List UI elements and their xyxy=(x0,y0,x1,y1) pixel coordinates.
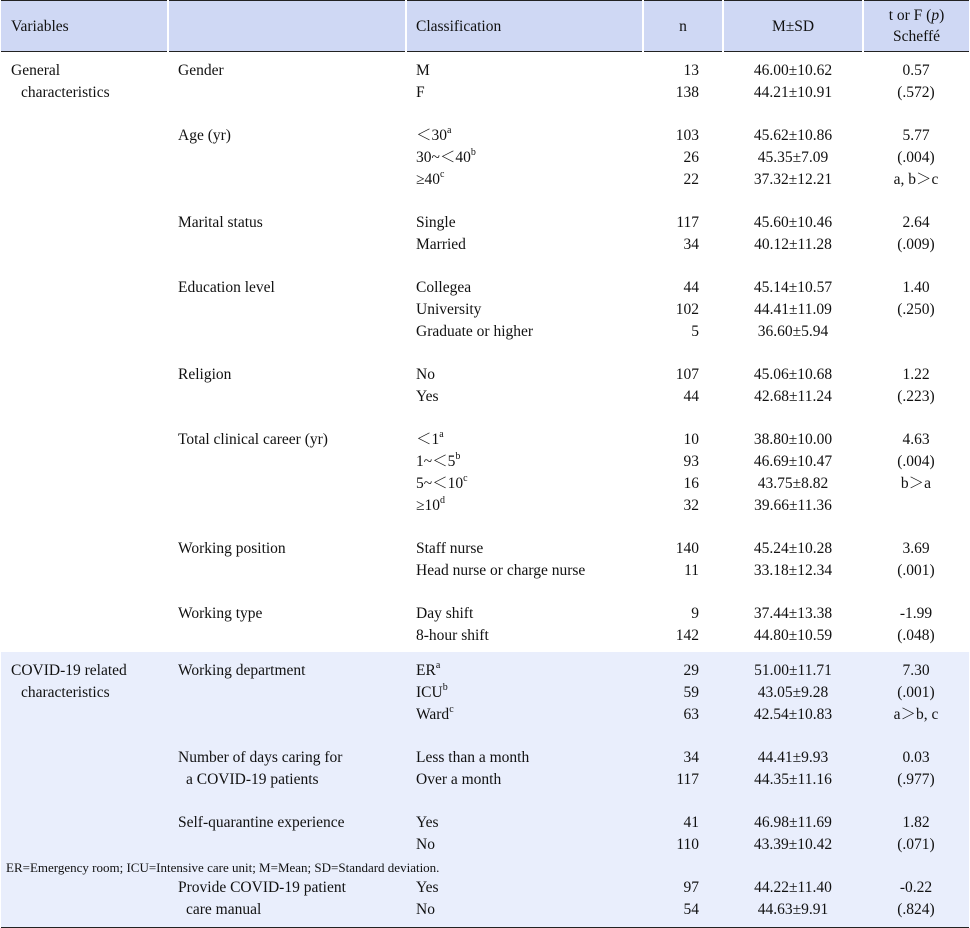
n-value: 63 xyxy=(683,706,699,723)
n-value: 9 xyxy=(691,605,699,622)
msd-value: 42.68±11.24 xyxy=(754,388,832,405)
n-cell xyxy=(643,531,723,596)
results-table xyxy=(1,0,969,928)
msd-value: 43.05±9.28 xyxy=(757,684,829,701)
header-classification: Classification xyxy=(406,1,643,52)
superscript-marker: a xyxy=(447,124,452,136)
n-value: 41 xyxy=(683,814,699,831)
classification-item xyxy=(416,747,643,769)
variable-cell xyxy=(168,422,406,531)
classification-cell xyxy=(406,740,643,805)
section-label-cell xyxy=(1,118,168,205)
stat-value: b＞a xyxy=(900,475,932,492)
header-msd: M±SD xyxy=(723,1,863,52)
variable-cell xyxy=(168,118,406,205)
stat-value: a＞b, c xyxy=(893,706,939,723)
msd-value: 44.22±11.40 xyxy=(754,879,832,896)
classification-label: Single xyxy=(416,214,456,231)
classification-item xyxy=(416,82,643,104)
variable-cell xyxy=(168,52,406,119)
classification-item xyxy=(416,603,643,625)
stat-value: 2.64 xyxy=(902,214,930,231)
stat-value: (.004) xyxy=(897,149,935,166)
msd-value: 44.80±10.59 xyxy=(753,627,833,644)
classification-label: 5~＜10 xyxy=(416,475,464,492)
variable-name: Working department xyxy=(178,662,306,679)
classification-label: Yes xyxy=(416,879,439,896)
stat-cell xyxy=(863,531,969,596)
header-blank xyxy=(168,1,406,52)
msd-value: 33.18±12.34 xyxy=(753,562,833,579)
n-value: 54 xyxy=(683,901,699,918)
msd-value: 45.60±10.46 xyxy=(753,214,833,231)
stat-value: 1.22 xyxy=(902,366,930,383)
stat-value: (.001) xyxy=(897,684,935,701)
stat-cell xyxy=(863,596,969,652)
classification-cell xyxy=(406,805,643,870)
classification-label: ＜30 xyxy=(416,127,448,144)
classification-cell xyxy=(406,357,643,422)
classification-item xyxy=(416,560,643,582)
section-label-cell xyxy=(1,52,168,119)
section-label-cell xyxy=(1,740,168,805)
table-row xyxy=(1,52,969,119)
n-value: 110 xyxy=(676,836,699,853)
classification-label: Staff nurse xyxy=(416,540,484,557)
n-cell xyxy=(643,870,723,928)
variable-name: Marital status xyxy=(178,214,263,231)
msd-value: 51.00±11.71 xyxy=(754,662,832,679)
stat-value: a, b＞c xyxy=(893,171,939,188)
msd-cell xyxy=(723,422,863,531)
classification-item xyxy=(416,212,643,234)
msd-value: 37.44±13.38 xyxy=(753,605,833,622)
header-row xyxy=(1,1,969,52)
classification-item xyxy=(416,277,643,299)
msd-cell xyxy=(723,270,863,357)
variable-cell xyxy=(168,740,406,805)
n-value: 34 xyxy=(683,236,699,253)
classification-item xyxy=(416,812,643,834)
classification-item xyxy=(416,451,643,473)
classification-label: Less than a month xyxy=(416,749,530,766)
classification-item xyxy=(416,321,643,343)
n-value: 117 xyxy=(676,214,699,231)
stat-value: 5.77 xyxy=(902,127,930,144)
msd-value: 44.41±11.09 xyxy=(754,301,832,318)
classification-item xyxy=(416,169,643,191)
stat-cell xyxy=(863,118,969,205)
classification-item xyxy=(416,495,643,517)
classification-item xyxy=(416,769,643,791)
variable-name: Total clinical career (yr) xyxy=(178,431,328,448)
classification-label: Ward xyxy=(416,706,450,723)
n-value: 138 xyxy=(675,84,699,101)
classification-item xyxy=(416,704,643,726)
section-label-cell xyxy=(1,870,168,928)
n-value: 13 xyxy=(683,62,699,79)
msd-value: 44.41±9.93 xyxy=(757,749,829,766)
stat-value: 1.82 xyxy=(902,814,930,831)
classification-item xyxy=(416,125,643,147)
variable-cell xyxy=(168,270,406,357)
n-value: 32 xyxy=(683,497,699,514)
classification-label: Over a month xyxy=(416,771,502,788)
msd-cell xyxy=(723,357,863,422)
n-value: 142 xyxy=(675,627,699,644)
n-value: 102 xyxy=(675,301,699,318)
section-label-cont: characteristics xyxy=(21,684,110,701)
superscript-marker: b xyxy=(442,681,448,693)
msd-value: 43.75±8.82 xyxy=(757,475,829,492)
stat-cell xyxy=(863,805,969,870)
stat-value: (.001) xyxy=(897,562,935,579)
stat-value: 1.40 xyxy=(902,279,930,296)
classification-label: Yes xyxy=(416,388,439,405)
stat-value: (.071) xyxy=(897,836,935,853)
stat-cell xyxy=(863,52,969,119)
classification-item xyxy=(416,660,643,682)
n-value: 16 xyxy=(683,475,699,492)
classification-item xyxy=(416,234,643,256)
variable-name: Education level xyxy=(178,279,275,296)
superscript-marker: c xyxy=(440,168,445,180)
superscript-marker: b xyxy=(455,450,461,462)
msd-value: 37.32±12.21 xyxy=(753,171,833,188)
classification-item xyxy=(416,473,643,495)
stat-cell xyxy=(863,357,969,422)
n-cell xyxy=(643,52,723,119)
variable-cell xyxy=(168,652,406,740)
variable-cell xyxy=(168,531,406,596)
variable-name: Self-quarantine experience xyxy=(178,814,345,831)
variable-name: Provide COVID-19 patient xyxy=(178,879,346,896)
msd-value: 46.98±11.69 xyxy=(754,814,832,831)
header-stat-line2: Scheffé xyxy=(892,28,941,45)
classification-label: ≥10 xyxy=(416,497,441,514)
section-label: General xyxy=(11,62,61,79)
classification-item xyxy=(416,538,643,560)
classification-label: Collegea xyxy=(416,279,472,296)
header-variables: Variables xyxy=(1,1,168,52)
classification-item xyxy=(416,386,643,408)
table-row xyxy=(1,740,969,805)
n-cell xyxy=(643,118,723,205)
classification-cell xyxy=(406,652,643,740)
msd-value: 45.14±10.57 xyxy=(753,279,833,296)
superscript-marker: a xyxy=(435,659,441,671)
stat-value: (.223) xyxy=(897,388,935,405)
variable-cell xyxy=(168,596,406,652)
table-row xyxy=(1,270,969,357)
classification-label: University xyxy=(416,301,482,318)
classification-label: Day shift xyxy=(416,605,474,622)
stat-value: (.572) xyxy=(897,84,935,101)
classification-label: No xyxy=(416,366,435,383)
n-value: 5 xyxy=(691,323,699,340)
variable-name: Working type xyxy=(178,605,263,622)
msd-value: 45.24±10.28 xyxy=(753,540,833,557)
n-value: 140 xyxy=(675,540,699,557)
msd-value: 46.00±10.62 xyxy=(753,62,833,79)
stat-value: (.250) xyxy=(897,301,935,318)
msd-cell xyxy=(723,740,863,805)
classification-item xyxy=(416,147,643,169)
classification-label: Married xyxy=(416,236,466,253)
table-row xyxy=(1,205,969,270)
msd-value: 45.06±10.68 xyxy=(753,366,833,383)
stat-value: (.048) xyxy=(897,627,935,644)
superscript-marker: c xyxy=(449,703,454,715)
superscript-marker: c xyxy=(463,472,468,484)
msd-value: 42.54±10.83 xyxy=(753,706,833,723)
msd-cell xyxy=(723,118,863,205)
n-value: 22 xyxy=(683,171,699,188)
classification-item xyxy=(416,299,643,321)
stat-cell xyxy=(863,270,969,357)
n-value: 10 xyxy=(683,431,699,448)
variable-name: Working position xyxy=(178,540,286,557)
table-body xyxy=(1,52,969,928)
section-label-cell xyxy=(1,531,168,596)
n-cell xyxy=(643,805,723,870)
msd-value: 36.60±5.94 xyxy=(757,323,829,340)
classification-item xyxy=(416,899,643,921)
classification-cell xyxy=(406,422,643,531)
n-value: 93 xyxy=(683,453,699,470)
stat-value: 0.57 xyxy=(902,62,930,79)
header-stat-line1: t or F (p) xyxy=(888,7,945,24)
stat-value: (.824) xyxy=(897,901,935,918)
classification-item xyxy=(416,682,643,704)
n-value: 34 xyxy=(683,749,699,766)
msd-value: 45.35±7.09 xyxy=(757,149,829,166)
n-cell xyxy=(643,652,723,740)
classification-label: Head nurse or charge nurse xyxy=(416,562,586,579)
header-n: n xyxy=(643,1,723,52)
section-label-cell xyxy=(1,205,168,270)
table-row xyxy=(1,652,969,740)
classification-item xyxy=(416,429,643,451)
variable-name-cont: a COVID-19 patients xyxy=(186,771,319,788)
variable-cell xyxy=(168,357,406,422)
variable-name: Age (yr) xyxy=(178,127,231,144)
table-footnote: ER=Emergency room; ICU=Intensive care unit; M=Mean; SD=Standard deviation. xyxy=(6,860,440,875)
table-row xyxy=(1,422,969,531)
classification-cell xyxy=(406,52,643,119)
n-value: 26 xyxy=(683,149,699,166)
n-cell xyxy=(643,205,723,270)
stat-value: -1.99 xyxy=(899,605,933,622)
variable-name: Gender xyxy=(178,62,224,79)
classification-item xyxy=(416,60,643,82)
variable-cell xyxy=(168,870,406,928)
variable-name: Religion xyxy=(178,366,232,383)
classification-label: Graduate or higher xyxy=(416,323,534,340)
msd-cell xyxy=(723,531,863,596)
n-value: 29 xyxy=(683,662,699,679)
msd-value: 38.80±10.00 xyxy=(753,431,833,448)
stat-value: 4.63 xyxy=(902,431,930,448)
msd-value: 40.12±11.28 xyxy=(754,236,832,253)
classification-item xyxy=(416,364,643,386)
msd-value: 44.21±10.91 xyxy=(753,84,833,101)
stat-value: -0.22 xyxy=(899,879,933,896)
msd-cell xyxy=(723,652,863,740)
msd-cell xyxy=(723,52,863,119)
section-label-cell xyxy=(1,357,168,422)
classification-label: F xyxy=(416,84,425,101)
classification-label: 30~＜40 xyxy=(416,149,471,166)
msd-cell xyxy=(723,805,863,870)
classification-label: No xyxy=(416,901,435,918)
n-value: 59 xyxy=(683,684,699,701)
stat-cell xyxy=(863,422,969,531)
classification-item xyxy=(416,625,643,647)
table-row xyxy=(1,870,969,928)
n-value: 117 xyxy=(676,771,699,788)
msd-value: 39.66±11.36 xyxy=(754,497,832,514)
stat-cell xyxy=(863,870,969,928)
classification-item xyxy=(416,834,643,856)
classification-label: 1~＜5 xyxy=(416,453,456,470)
classification-cell xyxy=(406,870,643,928)
msd-cell xyxy=(723,870,863,928)
stat-cell xyxy=(863,740,969,805)
n-cell xyxy=(643,740,723,805)
superscript-marker: b xyxy=(470,146,476,158)
header-stat xyxy=(863,1,969,52)
section-label: COVID-19 related xyxy=(11,662,127,679)
table-row xyxy=(1,596,969,652)
section-label-cell xyxy=(1,270,168,357)
n-value: 97 xyxy=(683,879,699,896)
msd-cell xyxy=(723,205,863,270)
msd-value: 45.62±10.86 xyxy=(753,127,833,144)
n-cell xyxy=(643,596,723,652)
classification-label: ER xyxy=(416,662,436,679)
n-cell xyxy=(643,357,723,422)
classification-label: M xyxy=(416,62,430,79)
table-row xyxy=(1,357,969,422)
classification-label: ≥40 xyxy=(416,171,441,188)
stat-value: (.009) xyxy=(897,236,935,253)
msd-value: 46.69±10.47 xyxy=(753,453,833,470)
section-label-cont: characteristics xyxy=(21,84,110,101)
stat-cell xyxy=(863,205,969,270)
classification-cell xyxy=(406,270,643,357)
classification-label: 8-hour shift xyxy=(416,627,489,644)
stat-value: (.977) xyxy=(897,771,935,788)
variable-name-cont: care manual xyxy=(186,901,262,918)
n-value: 11 xyxy=(684,562,699,579)
section-label-cell xyxy=(1,596,168,652)
table-row xyxy=(1,118,969,205)
stat-value: 3.69 xyxy=(902,540,930,557)
superscript-marker: a xyxy=(439,428,444,440)
msd-value: 43.39±10.42 xyxy=(753,836,833,853)
classification-cell xyxy=(406,205,643,270)
classification-label: Yes xyxy=(416,814,439,831)
classification-label: No xyxy=(416,836,435,853)
variable-name: Number of days caring for xyxy=(178,749,343,766)
classification-cell xyxy=(406,596,643,652)
stat-value: 7.30 xyxy=(902,662,930,679)
classification-cell xyxy=(406,118,643,205)
msd-value: 44.35±11.16 xyxy=(754,771,832,788)
n-value: 44 xyxy=(683,279,699,296)
stat-value: (.004) xyxy=(897,453,935,470)
section-label-cell xyxy=(1,422,168,531)
variable-cell xyxy=(168,205,406,270)
section-label-cell xyxy=(1,652,168,740)
msd-cell xyxy=(723,596,863,652)
msd-value: 44.63±9.91 xyxy=(757,901,829,918)
classification-item xyxy=(416,877,643,899)
table-row xyxy=(1,531,969,596)
stat-cell xyxy=(863,652,969,740)
classification-cell xyxy=(406,531,643,596)
n-cell xyxy=(643,422,723,531)
n-cell xyxy=(643,270,723,357)
stat-value: 0.03 xyxy=(902,749,930,766)
n-value: 44 xyxy=(683,388,699,405)
superscript-marker: d xyxy=(440,494,446,506)
n-value: 107 xyxy=(675,366,699,383)
classification-label: ICU xyxy=(416,684,443,701)
n-value: 103 xyxy=(675,127,699,144)
classification-label: ＜1 xyxy=(416,431,440,448)
